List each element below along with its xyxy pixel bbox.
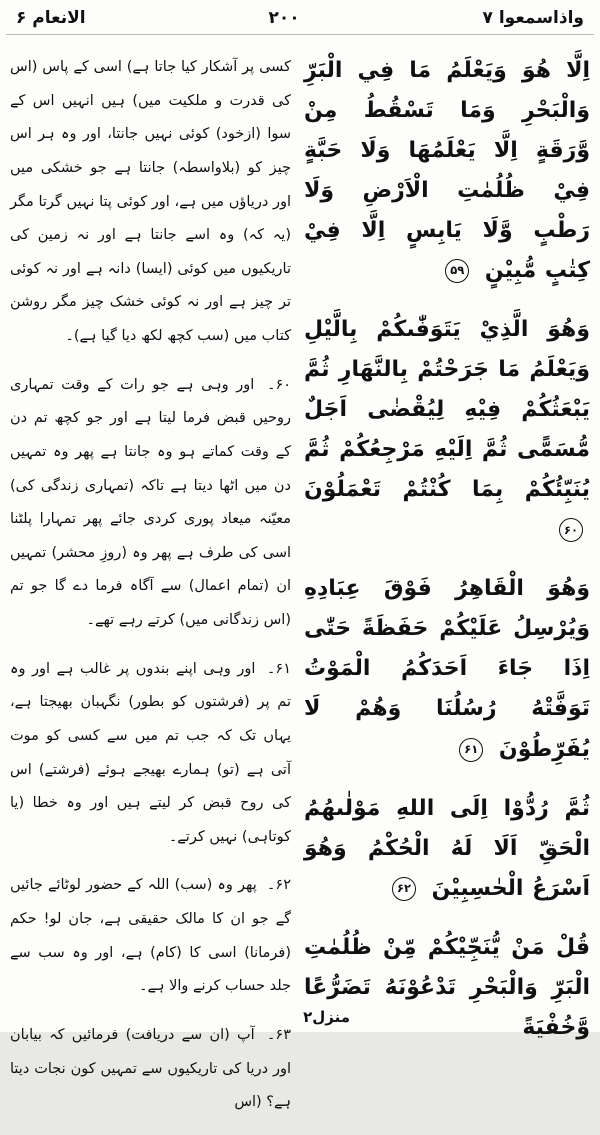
paragraph-text: اور وہی ہے جو رات کے وقت تمہاری روحیں قبض فرما لیتا ہے اور جو کچھ تم دن کے وقت کماتے ہو وہ جانتا ہے پھر وہ تمہیں دن میں اٹھا دیتا ہے تاکہ (تمہاری زندگی کی) معیّنہ میعاد پوری کردی جائے پھر تمہارا پلٹنا اسی کی طرف ہے پھر وہ (روزِ محشر) تمہیں ان (تمام اعمال) سے آگاہ فرما دے گا جو تم (اس زندگانی میں) کرتے رہے تھے۔ — [10, 376, 291, 628]
paragraph-number: ۶۲۔ — [266, 877, 291, 894]
verse-text: وَهُوَ الْقَاهِرُ فَوْقَ عِبَادِهِ وَيُرْسِلُ عَلَيْكُمْ حَفَظَةً حَتّٰى اِذَا جَاءَ اَحَدَكُمُ الْمَوْتُ تَوَفَّتْهُ رُسُلُنَا وَهُمْ لَا يُفَرِّطُوْنَ — [304, 576, 590, 762]
paragraph-text: اور وہی اپنے بندوں پر غالب ہے اور وہ تم پر (فرشتوں کو بطور) نگہبان بھیجتا ہے، یہاں تک کہ جب تم میں سے کسی کو موت آتی ہے (تو) ہمارے بھیجے ہوئے (فرشتے) اس کی روح قبض کر لیتے ہیں اور وہ خطا (یا کوتاہی) نہیں کرتے۔ — [10, 660, 291, 845]
verse-number-circle: ۶۲ — [392, 877, 416, 901]
arabic-verse-61 — [304, 569, 590, 769]
verse-number-circle: ۶۰ — [559, 518, 583, 542]
verse-text: اِلَّا هُوَ وَيَعْلَمُ مَا فِي الْبَرِّ وَالْبَحْرِ وَمَا تَسْقُطُ مِنْ وَّرَقَةٍ اِلَّا يَعْلَمُهَا وَلَا حَبَّةٍ فِيْ ظُلُمٰتِ الْاَرْضِ وَلَا رَطْبٍ وَّلَا يَابِسٍ اِلَّا فِيْ كِتٰبٍ مُّبِيْنٍ — [304, 58, 590, 284]
header-page-number: ۲۰۰ — [268, 8, 300, 28]
page-body — [0, 35, 600, 1135]
arabic-verse-60 — [304, 310, 590, 550]
verse-text: ثُمَّ رُدُّوْا اِلَى اللهِ مَوْلٰىهُمُ الْحَقِّ اَلَا لَهُ الْحُكْمُ وَهُوَ اَسْرَعُ الْحٰسِبِيْنَ — [304, 795, 590, 901]
page-header — [0, 0, 600, 30]
paragraph-text: پھر وہ (سب) اللہ کے حضور لوٹائے جائیں گے جو ان کا مالک حقیقی ہے، جان لو! حکم (فرمانا) اسی کا (کام) ہے، اور وہ سب سے جلد حساب کرنے والا ہے۔ — [10, 877, 291, 995]
paragraph-text: آپ (ان سے دریافت) فرمائیں کہ بیابان اور دریا کی تاریکیوں سے تمہیں کون نجات دیتا ہے؟ (اس — [10, 1026, 291, 1111]
paragraph-number: ۶۰۔ — [266, 376, 292, 393]
verse-number-circle: ۵۹ — [445, 259, 469, 283]
header-juz-label: واذاسمعوا ۷ — [482, 8, 584, 28]
paragraph-text: کسی پر آشکار کیا جاتا ہے) اسی کے پاس (اس کی قدرت و ملکیت میں) ہیں انہیں اس کے سوا (ازخود) کوئی نہیں جانتا، اور وہ ہر اس چیز کو (بلاواسطہ) جانتا ہے جو خشکی میں اور دریاؤں میں ہے، اور کوئی پتا نہیں گرتا مگر (یہ کہ) وہ اسے جانتا ہے اور نہ زمین کی تاریکیوں میں کوئی (ایسا) دانہ ہے اور نہ کوئی تر چیز ہے اور نہ کوئی خشک چیز مگر روشن کتاب میں (سب کچھ لکھ دیا گیا ہے)۔ — [10, 59, 291, 344]
urdu-paragraph-61 — [10, 653, 291, 855]
header-surah-label: الانعام ۶ — [16, 8, 86, 28]
arabic-verse-63-partial — [304, 928, 590, 1048]
verse-text: قُلْ مَنْ يُّنَجِّيْكُمْ مِّنْ ظُلُمٰتِ الْبَرِّ وَالْبَحْرِ تَدْعُوْنَهُ تَضَرُّعًا وَّخُفْيَةً — [304, 934, 590, 1040]
arabic-verse-59 — [304, 51, 590, 291]
verse-text: وَهُوَ الَّذِيْ يَتَوَفّٰىكُمْ بِالَّيْلِ وَيَعْلَمُ مَا جَرَحْتُمْ بِالنَّهَارِ ثُمَّ يَبْعَثُكُمْ فِيْهِ لِيُقْضٰى اَجَلٌ مُّسَمًّى ثُمَّ اِلَيْهِ مَرْجِعُكُمْ ثُمَّ يُنَبِّئُكُمْ بِمَا كُنْتُمْ تَعْمَلُوْنَ — [304, 317, 590, 503]
paragraph-number: ۶۳۔ — [266, 1026, 291, 1043]
urdu-paragraph-62 — [10, 869, 291, 1004]
arabic-verse-62 — [304, 789, 590, 909]
arabic-text-column — [304, 51, 590, 1135]
urdu-paragraph-60 — [10, 369, 291, 638]
page-footer — [303, 1008, 350, 1026]
urdu-paragraph-63 — [10, 1019, 291, 1120]
paragraph-number: ۶۱۔ — [266, 660, 291, 677]
verse-number-circle: ۶۱ — [459, 738, 483, 762]
manzil-label: منزل۲ — [303, 1008, 350, 1026]
urdu-paragraph-59-continuation — [10, 51, 291, 354]
urdu-translation-column — [10, 51, 291, 1135]
